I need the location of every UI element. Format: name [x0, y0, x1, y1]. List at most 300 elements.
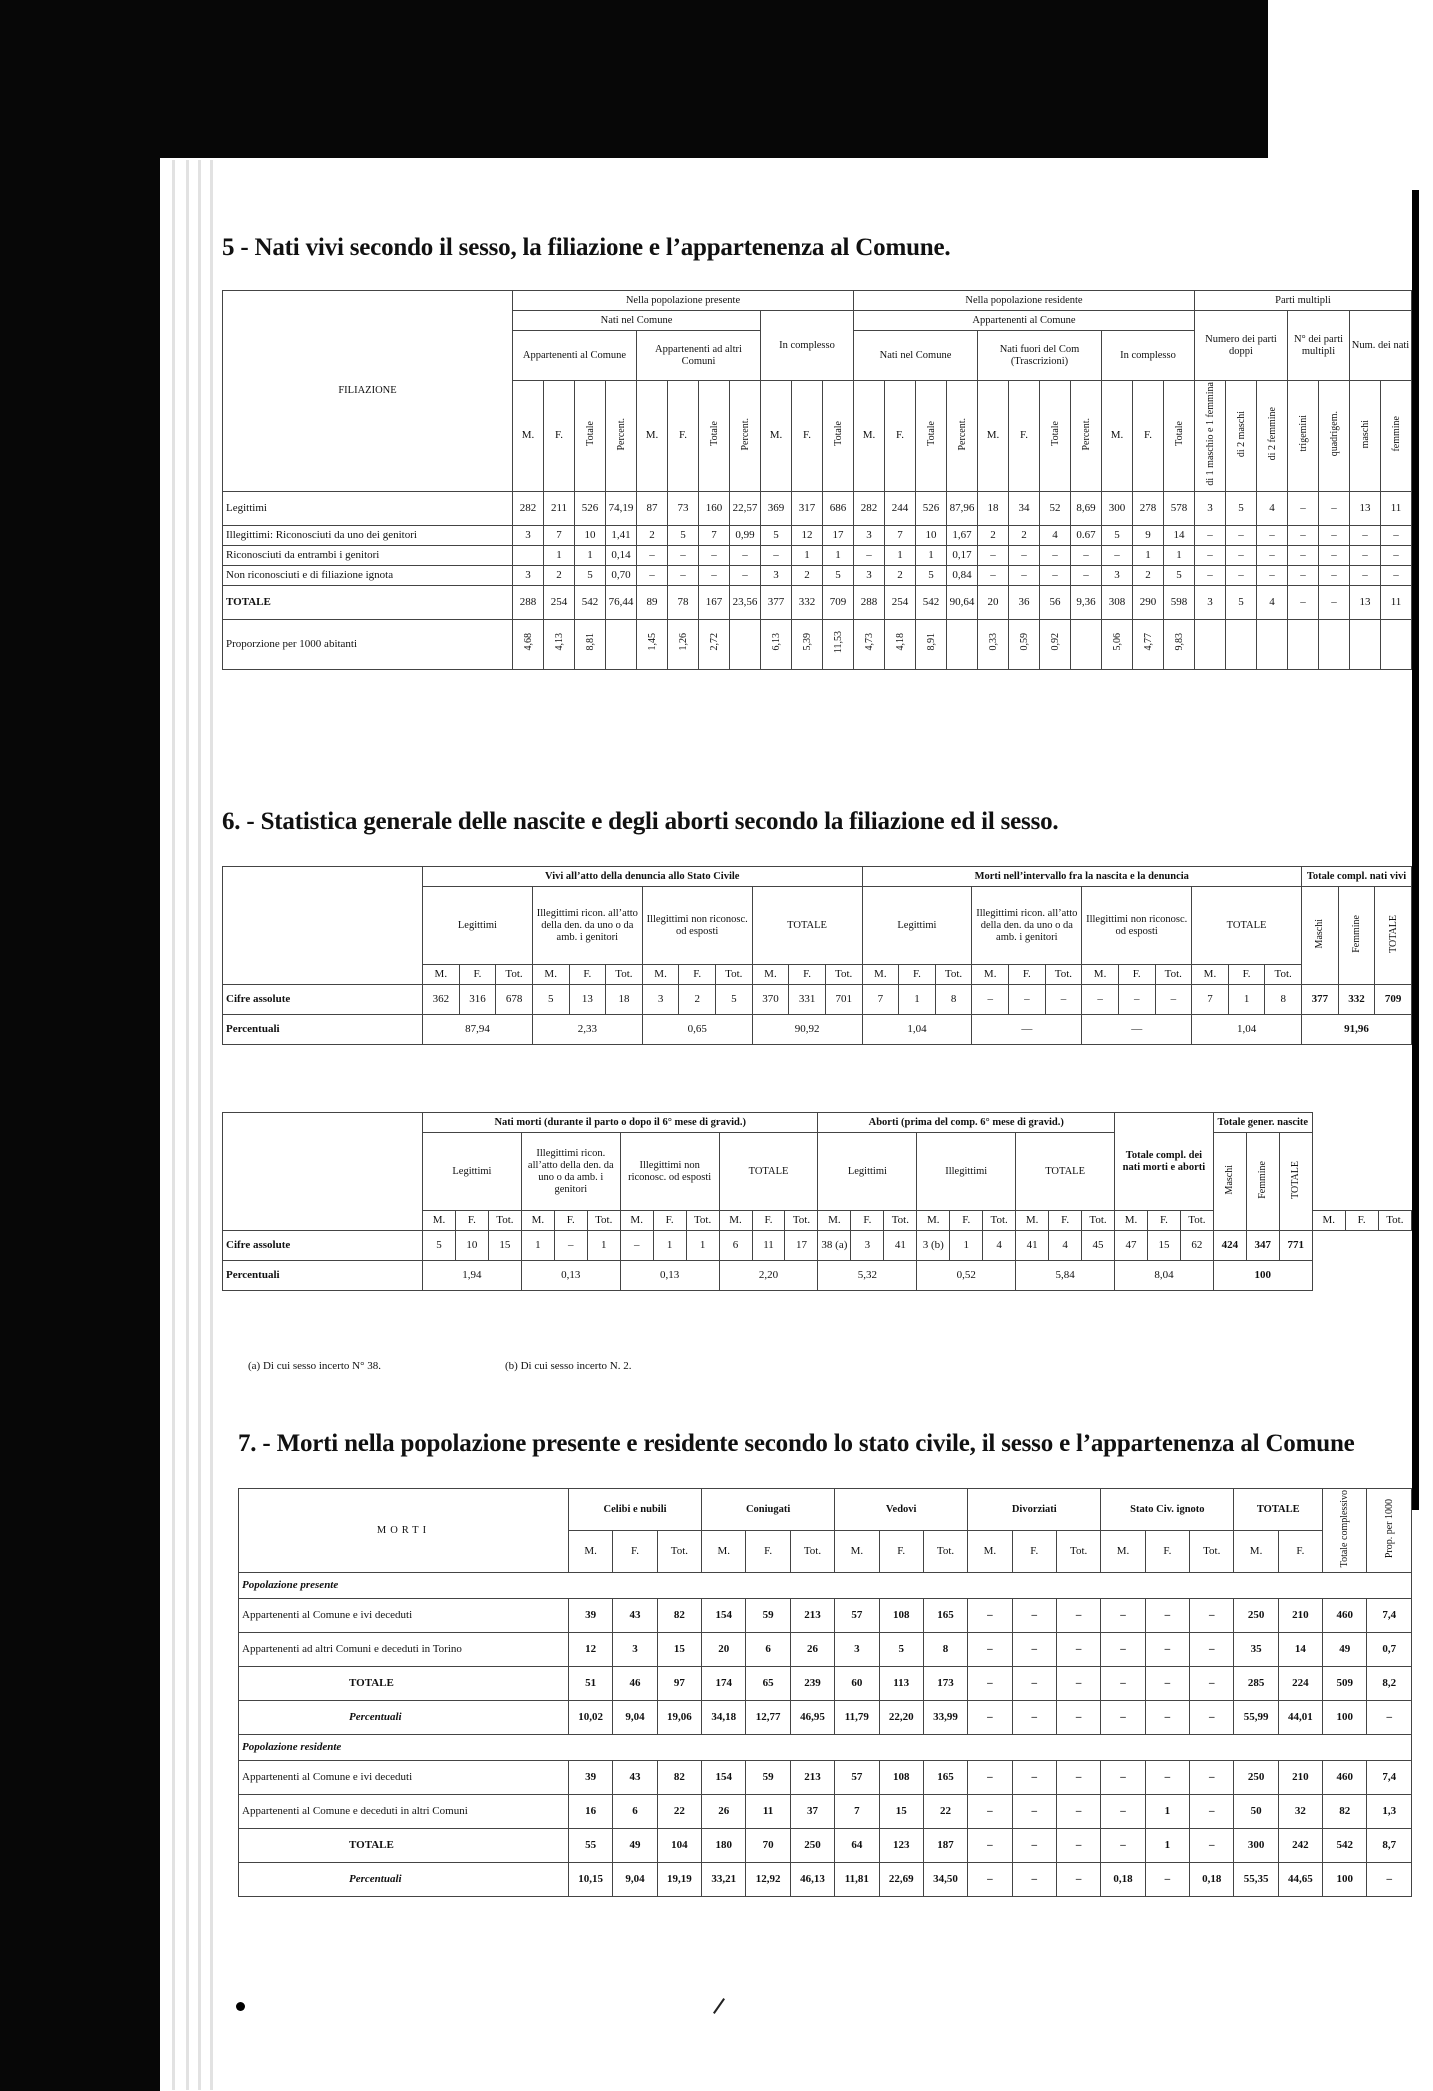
data-cell: – [620, 1231, 653, 1261]
column-header-f: F. [1118, 965, 1155, 985]
h-totale: TOTALE [1192, 887, 1302, 965]
data-cell [637, 619, 668, 669]
data-cell: 12,92 [746, 1863, 790, 1897]
data-cell: 11 [1381, 585, 1412, 619]
h2-tot-vert-text: TOTALE [1290, 1160, 1302, 1199]
data-cell: – [1145, 1701, 1189, 1735]
data-cell: 239 [790, 1667, 834, 1701]
data-cell: – [1101, 1761, 1145, 1795]
data-cell: 22,20 [879, 1701, 923, 1735]
data-cell: 0,18 [1190, 1863, 1234, 1897]
data-cell: 6 [746, 1633, 790, 1667]
data-cell [1381, 619, 1412, 669]
data-cell: – [1012, 1633, 1056, 1667]
column-header-m: M. [818, 1211, 851, 1231]
data-cell: – [1288, 565, 1319, 585]
data-cell: – [1226, 545, 1257, 565]
column-header-f: F. [752, 1211, 785, 1231]
group-presente: Popolazione presente [239, 1573, 1412, 1599]
data-cell: 331 [789, 985, 826, 1015]
data-cell: 1 [544, 545, 575, 565]
header-app-altri: Appartenenti ad altri Comuni [637, 331, 761, 381]
table-row [223, 491, 1412, 525]
data-cell: – [1101, 1701, 1145, 1735]
data-cell: – [1367, 1863, 1412, 1897]
data-cell: 1 [950, 1231, 983, 1261]
data-cell: 5 [1102, 525, 1133, 545]
header-multipli: Parti multipli [1195, 291, 1412, 311]
data-cell: – [1190, 1795, 1234, 1829]
data-cell: – [978, 565, 1009, 585]
data-cell: 3 [851, 1231, 884, 1261]
data-cell: 113 [879, 1667, 923, 1701]
data-cell: – [637, 545, 668, 565]
data-cell: 34 [1009, 491, 1040, 525]
column-header-m: M. [719, 1211, 752, 1231]
data-cell: 37 [790, 1795, 834, 1829]
data-cell: 97 [657, 1667, 701, 1701]
data-cell: – [1257, 565, 1288, 585]
table-row [223, 585, 1412, 619]
data-cell: – [1155, 985, 1192, 1015]
column-header-m: M. [1101, 1531, 1145, 1573]
row-label: Legittimi [223, 491, 513, 525]
data-cell: 64 [835, 1829, 879, 1863]
data-cell: 74,19 [606, 491, 637, 525]
data-cell: 60 [835, 1667, 879, 1701]
column-header-f: F. [879, 1531, 923, 1573]
data-cell: 33,99 [923, 1701, 967, 1735]
data-cell: 678 [496, 985, 533, 1015]
data-cell: – [1381, 545, 1412, 565]
data-cell: – [968, 1761, 1012, 1795]
data-cell: 2 [679, 985, 716, 1015]
data-cell: 9,36 [1071, 585, 1102, 619]
data-cell: 7 [544, 525, 575, 545]
data-cell: 3 [1195, 585, 1226, 619]
h2-totale-aborti: TOTALE [1016, 1133, 1115, 1211]
t6a-corner [223, 867, 423, 985]
data-cell: 1 [792, 545, 823, 565]
data-cell [885, 619, 916, 669]
data-cell: – [1101, 1633, 1145, 1667]
column-header-tot: Tot. [496, 965, 533, 985]
data-cell: – [1319, 585, 1350, 619]
data-cell: 526 [916, 491, 947, 525]
data-cell: 7,4 [1367, 1599, 1412, 1633]
data-cell: 0,7 [1367, 1633, 1412, 1667]
h2-illeg-non: Illegittimi non riconosc. od esposti [620, 1133, 719, 1211]
column-header-m: M. [1192, 965, 1229, 985]
data-cell: – [1319, 565, 1350, 585]
page-edge-line [186, 160, 189, 2090]
data-cell: 0,14 [606, 545, 637, 565]
data-cell: – [1319, 525, 1350, 545]
data-cell: 57 [835, 1761, 879, 1795]
data-cell [1226, 619, 1257, 669]
data-cell: 44,01 [1278, 1701, 1322, 1735]
data-cell: – [968, 1701, 1012, 1735]
data-cell: 254 [544, 585, 575, 619]
data-cell: 1 [575, 545, 606, 565]
header-totale-nati-vivi: Totale compl. nati vivi [1302, 867, 1412, 887]
data-cell: 3 [835, 1633, 879, 1667]
row-label: TOTALE [239, 1667, 569, 1701]
data-cell-value: 8,81 [584, 633, 596, 651]
data-cell: 15 [1147, 1231, 1180, 1261]
column-header-tot: Tot. [657, 1531, 701, 1573]
data-cell-value: 0,59 [1018, 633, 1030, 651]
data-cell: 45 [1082, 1231, 1115, 1261]
column-header-percent [1071, 381, 1102, 492]
data-cell [1319, 619, 1350, 669]
data-cell: 509 [1323, 1667, 1367, 1701]
data-cell: 43 [613, 1761, 657, 1795]
data-cell: 108 [879, 1761, 923, 1795]
column-header-text: Totale [584, 421, 596, 447]
data-cell [978, 619, 1009, 669]
data-cell: – [668, 565, 699, 585]
row-label: Percentuali [239, 1701, 569, 1735]
data-cell: 13 [1350, 585, 1381, 619]
data-cell: 46,95 [790, 1701, 834, 1735]
data-cell-value: 8,91 [925, 633, 937, 651]
column-header-totale [575, 381, 606, 492]
data-cell: 82 [1323, 1795, 1367, 1829]
data-cell: – [1012, 1829, 1056, 1863]
column-header-f: F. [459, 965, 496, 985]
data-cell [854, 619, 885, 669]
data-cell: – [1012, 1701, 1056, 1735]
scan-dot [236, 2002, 245, 2011]
column-header-tot: Tot. [983, 1211, 1016, 1231]
data-cell: – [1190, 1599, 1234, 1633]
data-cell: 1,94 [423, 1261, 522, 1291]
data-cell: – [1145, 1633, 1189, 1667]
data-cell: 1,3 [1367, 1795, 1412, 1829]
column-header-tot: Tot. [606, 965, 643, 985]
data-cell: 0,70 [606, 565, 637, 585]
data-cell: 5 [423, 1231, 456, 1261]
data-cell: – [1056, 1829, 1100, 1863]
h-maschi [1302, 887, 1339, 985]
data-cell-value: 4,68 [522, 633, 534, 651]
table-row [239, 1761, 1412, 1795]
data-cell: 52 [1040, 491, 1071, 525]
column-header-f: F. [554, 1211, 587, 1231]
row-label: Appartenenti al Comune e ivi deceduti [239, 1599, 569, 1633]
data-cell: – [968, 1829, 1012, 1863]
column-header-f [885, 381, 916, 492]
data-cell: 1 [1145, 1795, 1189, 1829]
header-divorziati: Divorziati [968, 1489, 1101, 1531]
data-cell: 4 [1049, 1231, 1082, 1261]
data-cell: – [1190, 1829, 1234, 1863]
data-cell: – [978, 545, 1009, 565]
row-label: Non riconosciuti e di filiazione ignota [223, 565, 513, 585]
data-cell: 300 [1102, 491, 1133, 525]
data-cell: 154 [702, 1599, 746, 1633]
data-cell: 50 [1234, 1795, 1278, 1829]
filiazione-header: FILIAZIONE [223, 291, 513, 492]
data-cell: – [968, 1633, 1012, 1667]
column-header-text: di 1 maschio e 1 femmina [1204, 382, 1216, 486]
column-header-totale [1164, 381, 1195, 492]
data-cell: – [699, 565, 730, 585]
data-cell: 347 [1246, 1231, 1279, 1261]
data-cell: 332 [1338, 985, 1375, 1015]
data-cell: – [1056, 1795, 1100, 1829]
h-tot-vert [1375, 887, 1412, 985]
data-cell [668, 619, 699, 669]
data-cell: 108 [879, 1599, 923, 1633]
data-cell: 542 [575, 585, 606, 619]
data-cell: 14 [1164, 525, 1195, 545]
data-cell: – [1101, 1795, 1145, 1829]
column-header-f: F. [1147, 1211, 1180, 1231]
data-cell: 15 [879, 1795, 923, 1829]
data-cell: 91,96 [1302, 1015, 1412, 1045]
data-cell: – [1190, 1701, 1234, 1735]
data-cell: 1 [916, 545, 947, 565]
data-cell: – [1226, 565, 1257, 585]
data-cell: 180 [702, 1829, 746, 1863]
column-header-text: trigemini [1297, 415, 1309, 453]
data-cell: 22 [923, 1795, 967, 1829]
column-header-m: M. [972, 965, 1009, 985]
data-cell: – [1381, 525, 1412, 545]
column-header-m: M. [423, 965, 460, 985]
data-cell: – [1195, 545, 1226, 565]
column-header-f: F. [569, 965, 606, 985]
table-row [239, 1829, 1412, 1863]
data-cell-value: 4,13 [553, 633, 565, 651]
column-header-m: M. [423, 1211, 456, 1231]
data-cell: 1 [885, 545, 916, 565]
table-row [223, 565, 1412, 585]
column-header-text: Totale [925, 421, 937, 447]
table-6b [222, 1112, 1412, 1291]
column-header-m: M. [917, 1211, 950, 1231]
data-cell: 34,18 [702, 1701, 746, 1735]
header-numero-parti: Numero dei parti doppi [1195, 311, 1288, 381]
column-header-text: M. [769, 429, 783, 442]
row-label: TOTALE [223, 585, 513, 619]
data-cell: 78 [668, 585, 699, 619]
column-header-f: F. [899, 965, 936, 985]
row-label: Appartenenti ad altri Comuni e deceduti in Torino [239, 1633, 569, 1667]
header-vedovi: Vedovi [835, 1489, 968, 1531]
column-header-text: M. [1110, 429, 1124, 442]
column-header-tot: Tot. [825, 965, 862, 985]
data-cell: – [1012, 1761, 1056, 1795]
table-row [223, 545, 1412, 565]
data-cell: – [1012, 1863, 1056, 1897]
column-header-text: F. [555, 429, 563, 442]
header-nati-morti: Nati morti (durante il parto o dopo il 6° mese di gravid.) [423, 1113, 818, 1133]
data-cell-value: 4,18 [894, 633, 906, 651]
t6b-corner [223, 1113, 423, 1231]
data-cell: 578 [1164, 491, 1195, 525]
section-5-title: 5 - Nati vivi secondo il sesso, la filiazione e l’appartenenza al Comune. [222, 234, 951, 261]
data-cell-value: 1,45 [646, 633, 658, 651]
data-cell: – [968, 1599, 1012, 1633]
data-cell: 11 [1381, 491, 1412, 525]
data-cell: 87 [637, 491, 668, 525]
header-num-nati: Num. dei nati [1350, 311, 1412, 381]
column-header-text: F. [803, 429, 811, 442]
data-cell: – [730, 565, 761, 585]
data-cell: 7 [862, 985, 899, 1015]
data-cell: 526 [575, 491, 606, 525]
data-cell: 123 [879, 1829, 923, 1863]
data-cell: 23,56 [730, 585, 761, 619]
data-cell-value: 5,06 [1111, 633, 1123, 651]
data-cell: 167 [699, 585, 730, 619]
h-illeg-non: Illegittimi non riconosc. od esposti [1082, 887, 1192, 965]
data-cell: 3 [613, 1633, 657, 1667]
column-header-text: Percent. [956, 417, 968, 451]
data-cell: 424 [1213, 1231, 1246, 1261]
h-totale: TOTALE [752, 887, 862, 965]
data-cell: – [1118, 985, 1155, 1015]
column-header-f: F. [1278, 1531, 1322, 1573]
header-n-parti-multipli: N° dei parti multipli [1288, 311, 1350, 381]
column-header-tot: Tot. [686, 1211, 719, 1231]
data-cell: 4 [1040, 525, 1071, 545]
column-header-m: M. [532, 965, 569, 985]
data-cell: – [1350, 545, 1381, 565]
column-header-text: Totale [1049, 421, 1061, 447]
column-header-2f [1257, 381, 1288, 492]
data-cell: 288 [513, 585, 544, 619]
h-illeg-ricon: Illegittimi ricon. all’atto della den. da uno o da amb. i genitori [532, 887, 642, 965]
data-cell: 100 [1213, 1261, 1312, 1291]
data-cell: 12 [569, 1633, 613, 1667]
data-cell: 49 [1323, 1633, 1367, 1667]
data-cell [513, 619, 544, 669]
data-cell: 104 [657, 1829, 701, 1863]
data-cell: 316 [459, 985, 496, 1015]
data-cell: 5 [1226, 585, 1257, 619]
page-edge-line [210, 160, 213, 2090]
data-cell [730, 619, 761, 669]
h-illeg-ricon: Illegittimi ricon. all’atto della den. da uno o da amb. i genitori [972, 887, 1082, 965]
table-row [223, 525, 1412, 545]
data-cell: 17 [823, 525, 854, 545]
table-7 [238, 1488, 1412, 1897]
data-cell: 3 (b) [917, 1231, 950, 1261]
h2-femmine [1246, 1133, 1279, 1231]
data-cell: 18 [606, 985, 643, 1015]
data-cell: 7 [885, 525, 916, 545]
data-cell: 10,02 [569, 1701, 613, 1735]
data-cell: 3 [854, 565, 885, 585]
data-cell [761, 619, 792, 669]
data-cell: – [1319, 545, 1350, 565]
data-cell-value: 4,73 [863, 633, 875, 651]
data-cell: – [668, 545, 699, 565]
column-header-text: M. [986, 429, 1000, 442]
column-header-text: F. [896, 429, 904, 442]
data-cell: – [972, 985, 1009, 1015]
data-cell [1102, 619, 1133, 669]
row-label: Cifre assolute [223, 1231, 423, 1261]
data-cell: 9 [1133, 525, 1164, 545]
data-cell: 244 [885, 491, 916, 525]
data-cell: – [1101, 1667, 1145, 1701]
data-cell: 4 [983, 1231, 1016, 1261]
column-header-tot: Tot. [935, 965, 972, 985]
h-illeg-non: Illegittimi non riconosc. od esposti [642, 887, 752, 965]
data-cell: 282 [513, 491, 544, 525]
column-header-f [1009, 381, 1040, 492]
data-cell: 10 [575, 525, 606, 545]
data-cell: – [1056, 1761, 1100, 1795]
data-cell: 285 [1234, 1667, 1278, 1701]
data-cell: 8 [935, 985, 972, 1015]
data-cell: — [972, 1015, 1082, 1045]
column-header-m: M. [569, 1531, 613, 1573]
data-cell: – [1288, 525, 1319, 545]
data-cell: 242 [1278, 1829, 1322, 1863]
data-cell: 701 [825, 985, 862, 1015]
h-legittimi: Legittimi [862, 887, 972, 965]
data-cell: 1 [1133, 545, 1164, 565]
column-header-percent [947, 381, 978, 492]
header-coniugati: Coniugati [702, 1489, 835, 1531]
data-cell: – [1009, 545, 1040, 565]
data-cell: – [1056, 1701, 1100, 1735]
note-a: (a) Di cui sesso incerto N° 38. [248, 1360, 382, 1372]
data-cell: 2 [792, 565, 823, 585]
data-cell: 317 [792, 491, 823, 525]
data-cell: 332 [792, 585, 823, 619]
column-header-f: F. [950, 1211, 983, 1231]
data-cell: 22 [657, 1795, 701, 1829]
column-header-tot: Tot. [1180, 1211, 1213, 1231]
column-header-text: Percent. [739, 417, 751, 451]
data-cell: 4 [1257, 585, 1288, 619]
data-cell-value: 9,83 [1173, 633, 1185, 651]
data-cell: 82 [657, 1761, 701, 1795]
data-cell: 15 [488, 1231, 521, 1261]
data-cell: – [637, 565, 668, 585]
header-morti: Morti nell’intervallo fra la nascita e la denuncia [862, 867, 1302, 887]
table-row [223, 1231, 1412, 1261]
data-cell: 300 [1234, 1829, 1278, 1863]
data-cell: 308 [1102, 585, 1133, 619]
data-cell: 6 [719, 1231, 752, 1261]
column-header-tot: Tot. [1045, 965, 1082, 985]
column-header-f: F. [746, 1531, 790, 1573]
data-cell: 39 [569, 1599, 613, 1633]
data-cell: 0,13 [620, 1261, 719, 1291]
data-cell: 39 [569, 1761, 613, 1795]
column-header-2m [1226, 381, 1257, 492]
data-cell: 173 [923, 1667, 967, 1701]
data-cell: 20 [978, 585, 1009, 619]
data-cell-value: 2,72 [708, 633, 720, 651]
data-cell-value: 0,33 [987, 633, 999, 651]
column-header-f: F. [613, 1531, 657, 1573]
data-cell: 3 [1195, 491, 1226, 525]
data-cell: 2 [885, 565, 916, 585]
data-cell: 1,04 [862, 1015, 972, 1045]
data-cell: – [1056, 1599, 1100, 1633]
column-header-tot: Tot. [785, 1211, 818, 1231]
data-cell: – [1257, 525, 1288, 545]
